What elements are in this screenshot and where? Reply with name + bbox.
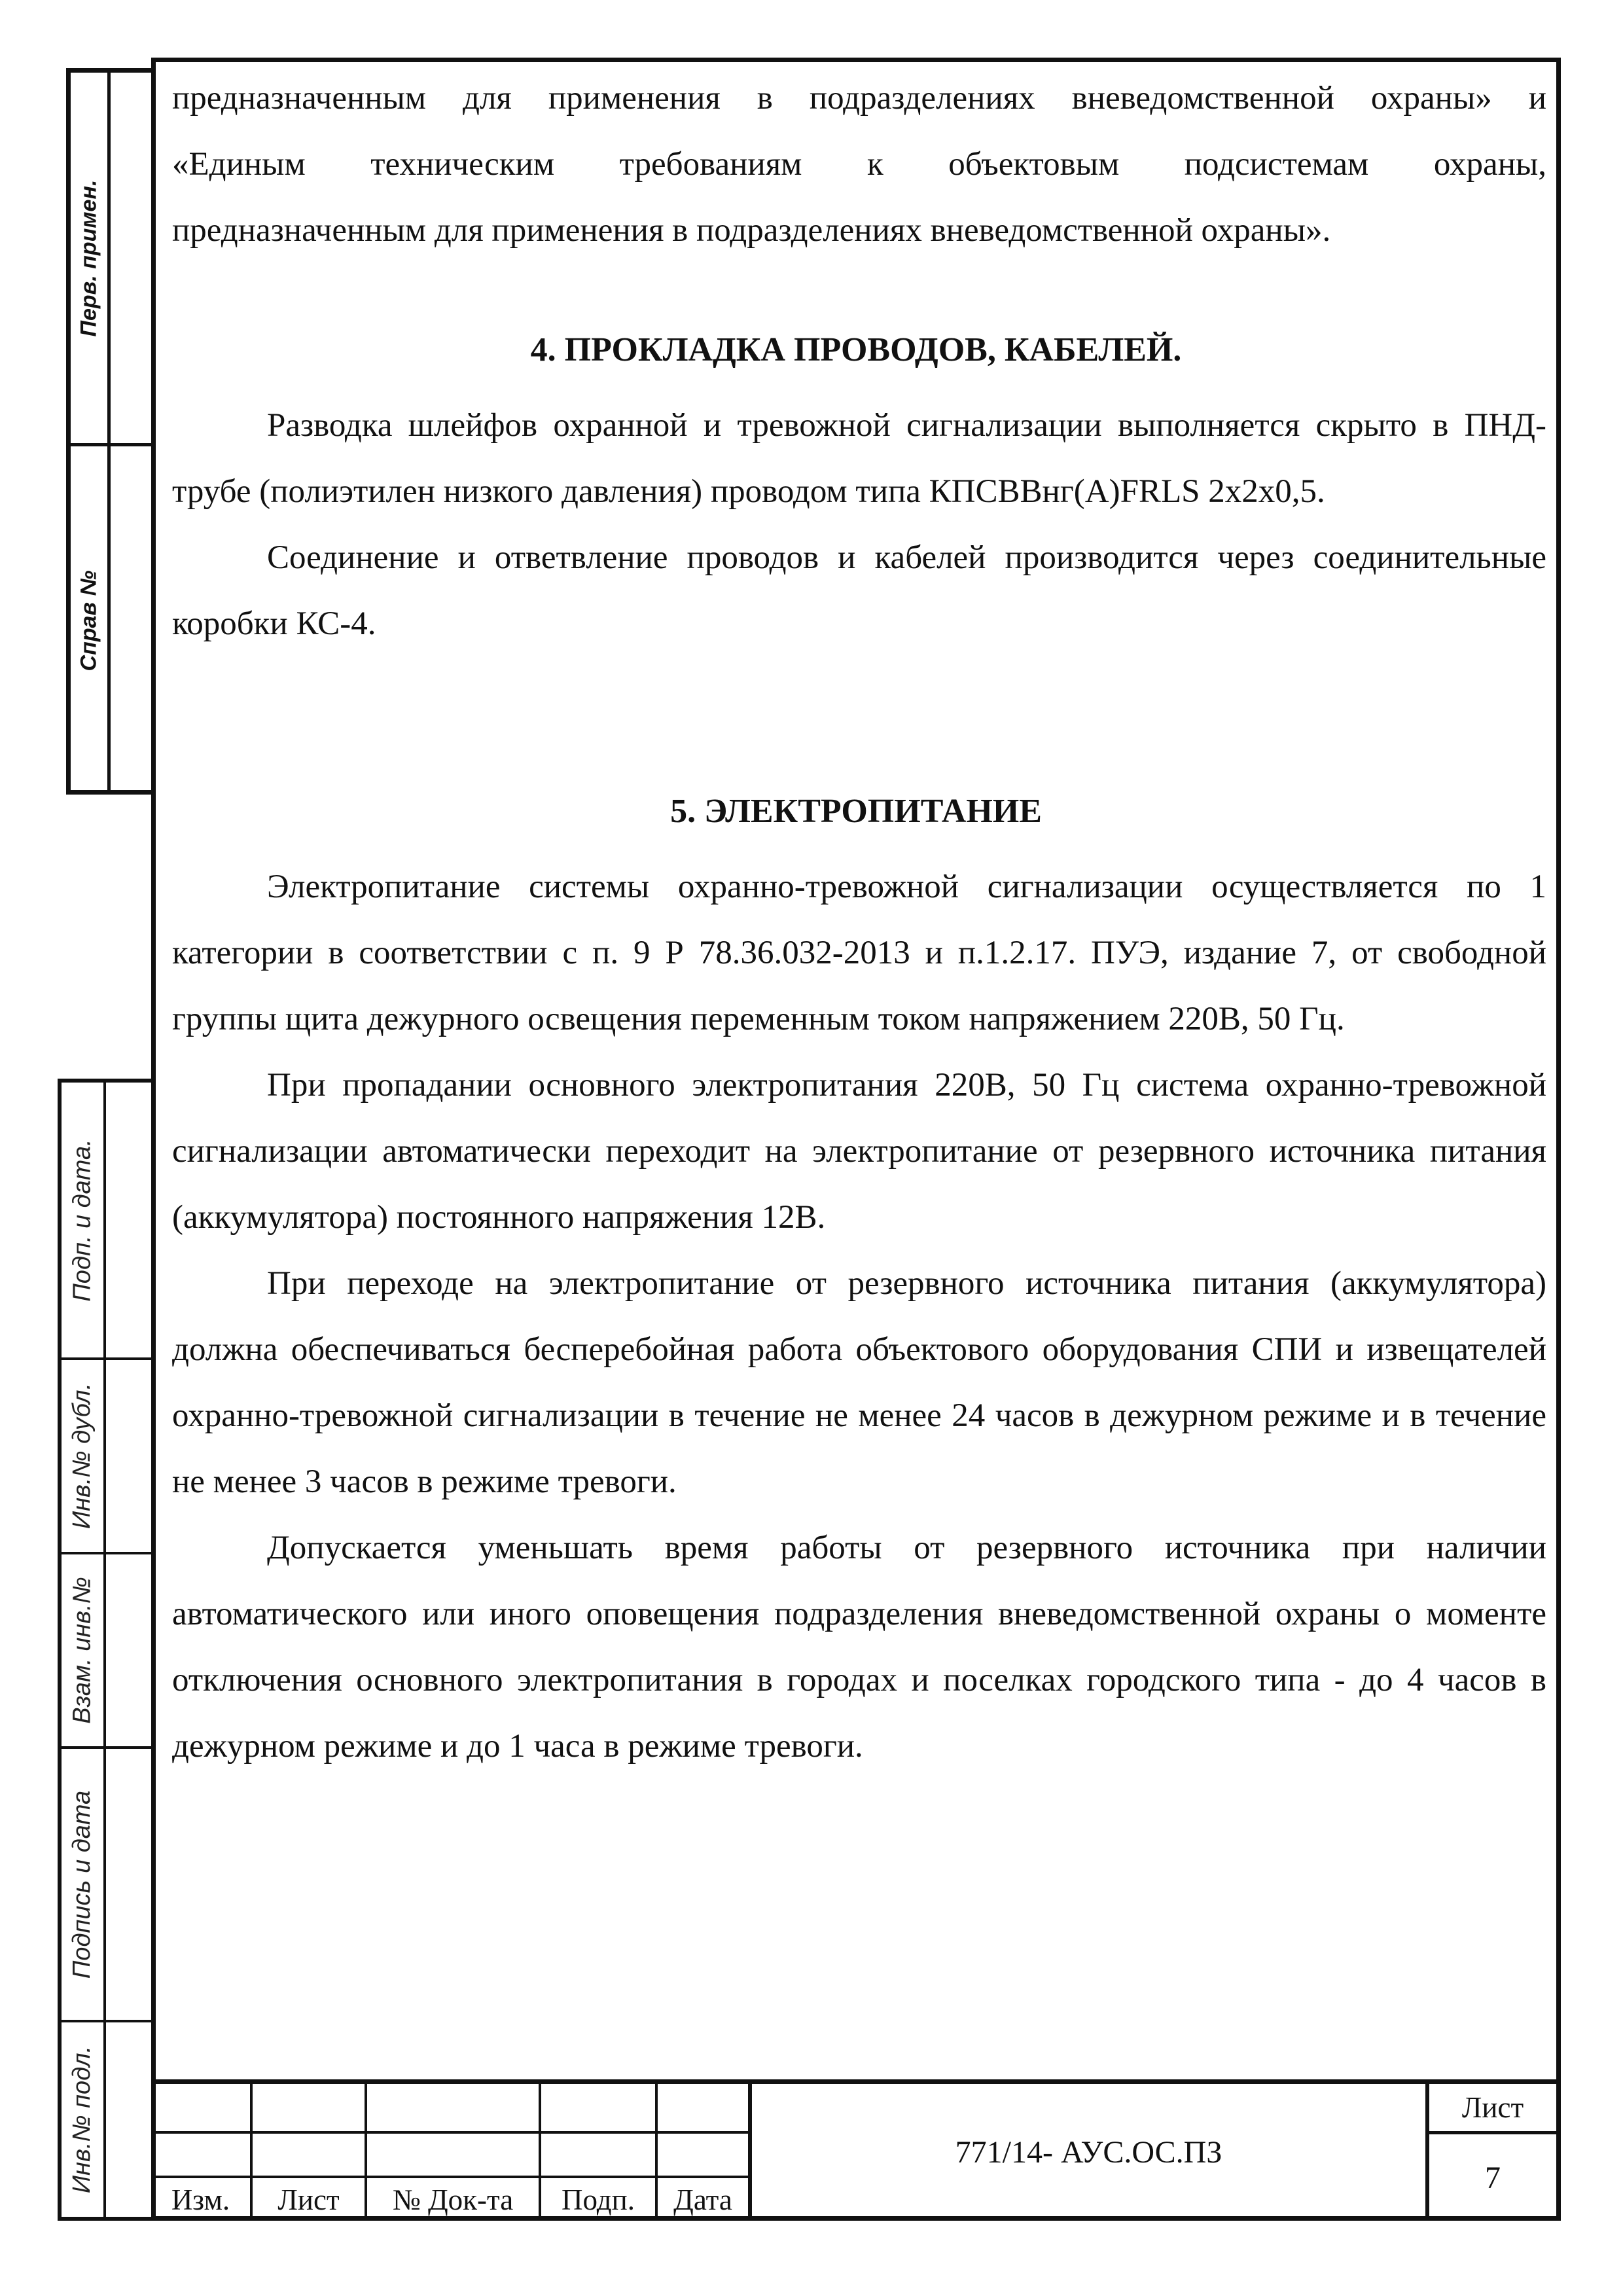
- stamp-col-podp: Подп.: [562, 2183, 635, 2216]
- document-designation: 771/14- АУС.ОС.ПЗ: [955, 2135, 1222, 2170]
- sheet-number: 7: [1485, 2160, 1501, 2195]
- side-column-top: [66, 68, 151, 795]
- title-block: [151, 2079, 1561, 2221]
- section-5-title: 5. ЭЛЕКТРОПИТАНИЕ: [670, 793, 1042, 830]
- section-5-paragraph-2: При пропадании основного электропитания 220В, 50 Гц система охранно-тревожной сигнализации автоматически переходит на электропитание от резервного источника питания (аккумулятора) постоянного напряжения 12В.: [172, 1067, 1546, 1236]
- section-4-paragraph-1: Разводка шлейфов охранной и тревожной сигнализации выполняется скрыто в ПНД-трубе (полиэтилен низкого давления) проводом типа КПСВВнг(A)FRLS 2х2х0,5.: [172, 407, 1546, 510]
- intro-paragraph: [172, 65, 1546, 264]
- label-inv-dubl: Инв.№ дубл.: [68, 1382, 96, 1530]
- label-vzam-inv: Взам. инв.№: [68, 1577, 96, 1724]
- stamp-col-dok: № Док-та: [392, 2183, 514, 2216]
- label-sprav-no: Справ №: [76, 570, 101, 671]
- stamp-col-list: Лист: [277, 2183, 340, 2216]
- section-4-title: 4. ПРОКЛАДКА ПРОВОДОВ, КАБЕЛЕЙ.: [530, 331, 1182, 368]
- label-podpis-data: Подпись и дата: [68, 1790, 96, 1979]
- section-5-paragraph-4: Допускается уменьшать время работы от резервного источника при наличии автоматического или иного оповещения подразделения вневедомственной охраны о моменте отключения основного электропитания в городах и поселках городского типа - до 4 часов в дежурном режиме и до 1 часа в режиме тревоги.: [172, 1530, 1546, 1765]
- section-4-body: [172, 393, 1546, 657]
- section-5-paragraph-3: При переходе на электропитание от резервного источника питания (аккумулятора) должна обеспечиваться бесперебойная работа объектового оборудования СПИ и извещателей охранно-тревожной сигнализации в течение не менее 24 часов в дежурном режиме и в течение не менее 3 часов в режиме тревоги.: [172, 1265, 1546, 1500]
- intro-line-2: «Единым техническим требованиям к объектовым подсистемам охраны,: [172, 146, 1546, 183]
- sheet-label: Лист: [1461, 2091, 1524, 2124]
- label-podp-data: Подп. и дата.: [68, 1138, 96, 1302]
- label-perv-primen: Перв. примен.: [76, 179, 101, 336]
- section-5-paragraph-1: Электропитание системы охранно-тревожной сигнализации осуществляется по 1 категории в соответствии с п. 9 Р 78.36.032-2013 и п.1.2.17. ПУЭ, издание 7, от свободной группы щита дежурного освещения переменным током напряжением 220В, 50 Гц.: [172, 869, 1546, 1037]
- section-5-body: [172, 854, 1546, 1780]
- stamp-col-izm: Изм.: [171, 2183, 230, 2216]
- stamp-col-data: Дата: [673, 2183, 732, 2216]
- intro-line-3: предназначенным для применения в подразделениях вневедомственной охраны».: [172, 212, 1331, 249]
- intro-line-1: предназначенным для применения в подразделениях вневедомственной охраны» и: [172, 80, 1546, 117]
- side-column-bottom: [58, 1079, 151, 2221]
- section-4-paragraph-2: Соединение и ответвление проводов и кабелей производится через соединительные коробки КС-4.: [172, 539, 1546, 642]
- label-inv-podl: Инв.№ подл.: [68, 2045, 96, 2194]
